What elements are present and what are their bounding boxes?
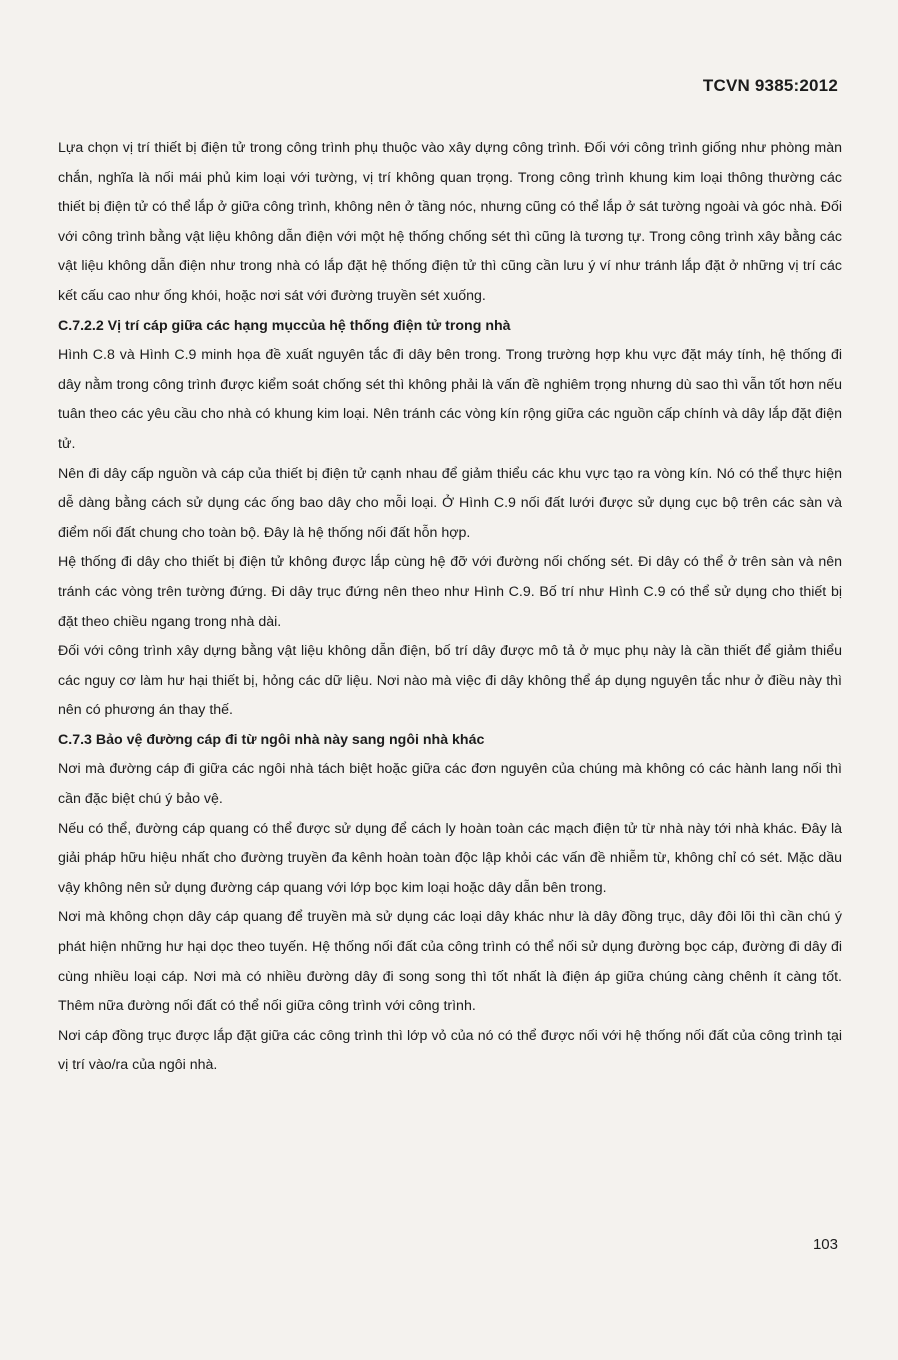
page-number: 103 [812, 1236, 838, 1253]
section-heading: C.7.2.2 Vị trí cáp giữa các hạng mụccủa hệ thống điện tử trong nhà [58, 317, 511, 334]
paragraph: Nên đi dây cấp nguồn và cáp của thiết bị điện tử cạnh nhau để giảm thiểu các khu vực tạo ra vòng kín. Nó có thể thực hiện dễ dàng bằng cách sử dụng các ống bao dây cho mỗi loại. Ở Hình C.9 nối đất lưới được sử dụng cục bộ trên các sàn và điểm nối đất chung cho toàn bộ. Đây là hệ thống nối đất hỗn hợp. [58, 465, 842, 541]
paragraph: Nếu có thể, đường cáp quang có thể được sử dụng để cách ly hoàn toàn các mạch điện tử từ nhà này tới nhà khác. Đây là giải pháp hữu hiệu nhất cho đường truyền đa kênh hoàn toàn độc lập khỏi các vấn đề nhiễm từ, không chỉ có sét. Mặc dầu vậy không nên sử dụng đường cáp quang với lớp bọc kim loại hoặc dây dẫn bên trong. [58, 820, 842, 896]
paragraph: Hình C.8 và Hình C.9 minh họa đề xuất nguyên tắc đi dây bên trong. Trong trường hợp khu vực đặt máy tính, hệ thống đi dây nằm trong công trình được kiểm soát chống sét thì không phải là vấn đề nghiêm trọng nhưng dù sao thì vẫn tốt hơn nếu tuân theo các yêu cầu cho nhà có khung kim loại. Nên tránh các vòng kín rộng giữa các nguồn cấp chính và dây lắp đặt điện tử. [58, 347, 842, 452]
paragraph: Nơi cáp đồng trục được lắp đặt giữa các công trình thì lớp vỏ của nó có thể được nối với hệ thống nối đất của công trình tại vị trí vào/ra của ngôi nhà. [58, 1027, 842, 1074]
paragraph: Hệ thống đi dây cho thiết bị điện tử không được lắp cùng hệ đỡ với đường nối chống sét. Đi dây có thể ở trên sàn và nên tránh các vòng trên tường đứng. Đi dây trục đứng nên theo như Hình C.9. Bố trí như Hình C.9 có thể sử dụng cho thiết bị đặt theo chiều ngang trong nhà dài. [58, 554, 842, 630]
section-heading: C.7.3 Bảo vệ đường cáp đi từ ngôi nhà này sang ngôi nhà khác [58, 731, 485, 748]
standard-code: TCVN 9385:2012 [702, 76, 838, 95]
paragraph: Đối với công trình xây dựng bằng vật liệu không dẫn điện, bố trí dây được mô tả ở mục phụ này là cần thiết để giảm thiểu các nguy cơ làm hư hại thiết bị, hỏng các dữ liệu. Nơi nào mà việc đi dây không thể áp dụng nguyên tắc như ở điều này thì nên có phương án thay thế. [58, 643, 842, 719]
paragraph: Nơi mà đường cáp đi giữa các ngôi nhà tách biệt hoặc giữa các đơn nguyên của chúng mà không có các hành lang nối thì cần đặc biệt chú ý bảo vệ. [58, 761, 842, 808]
paragraph: Nơi mà không chọn dây cáp quang để truyền mà sử dụng các loại dây khác như là dây đồng trục, dây đôi lõi thì cần chú ý phát hiện những hư hại dọc theo tuyến. Hệ thống nối đất của công trình có thể nối sử dụng đường bọc cáp, đường đi dây đi cùng nhiều loại cáp. Nơi mà có nhiều đường dây đi song song thì tốt nhất là điện áp giữa chúng càng chênh ít càng tốt. Thêm nữa đường nối đất có thể nối giữa công trình với công trình. [58, 909, 842, 1015]
paragraph: Lựa chọn vị trí thiết bị điện tử trong công trình phụ thuộc vào xây dựng công trình. Đối với công trình giống như phòng màn chắn, nghĩa là nối mái phủ kim loại với tường, vị trí không quan trọng. Trong công trình khung kim loại thông thường các thiết bị điện tử có thể lắp ở giữa công trình, không nên ở tầng nóc, nhưng cũng có thể lắp ở sát tường ngoài và góc nhà. Đối với công trình bằng vật liệu không dẫn điện với một hệ thống chống sét thì cũng là tương tự. Trong công trình xây bằng các vật liệu không dẫn điện như trong nhà có lắp đặt hệ thống điện tử thì cũng cần lưu ý ví như tránh lắp đặt ở những vị trí các kết cấu cao như ống khói, hoặc nơi sát với đường truyền sét xuống. [58, 140, 842, 304]
document-body [58, 134, 842, 1081]
